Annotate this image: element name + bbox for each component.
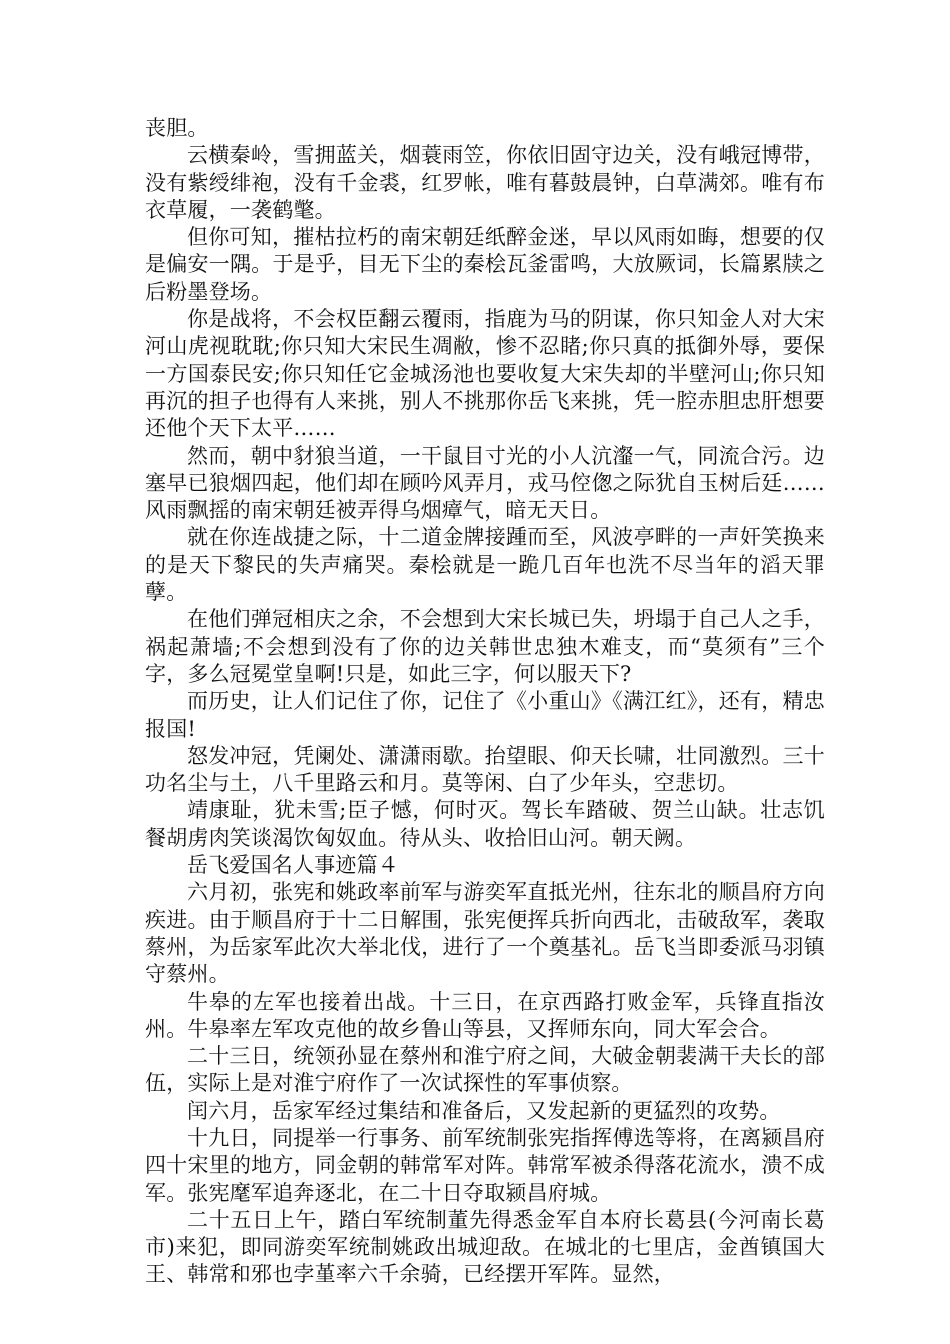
paragraph: 闰六月，岳家军经过集结和准备后，又发起新的更猛烈的攻势。	[187, 1098, 781, 1123]
paragraph: 就在你连战捷之际，十二道金牌接踵而至，风波亭畔的一声奸笑换来的是天下黎民的失声痛哭。秦桧就是一跪几百年也洗不尽当年的滔天罪孽。	[145, 525, 825, 605]
paragraph: 牛皋的左军也接着出战。十三日，在京西路打败金军，兵锋直指汝州。牛皋率左军攻克他的故乡鲁山等县，又挥师东向，同大军会合。	[145, 989, 825, 1041]
paragraph: 但你可知，摧枯拉朽的南宋朝廷纸醉金迷，早以风雨如晦，想要的仅是偏安一隅。于是乎，目无下尘的秦桧瓦釜雷鸣，大放厥词，长篇累牍之后粉墨登场。	[145, 225, 825, 304]
paragraph: 十九日，同提举一行事务、前军统制张宪指挥傅选等将，在离颍昌府四十宋里的地方，同金朝的韩常军对阵。韩常军被杀得落花流水，溃不成军。张宪麾军追奔逐北，在二十日夺取颍昌府城。	[145, 1125, 825, 1205]
document-page	[145, 115, 825, 1289]
paragraph: 六月初，张宪和姚政率前军与游奕军直抵光州，往东北的顺昌府方向疾进。由于顺昌府于十二日解围，张宪便挥兵折向西北，击破敌军，袭取蔡州，为岳家军此次大举北伐，进行了一个奠基礼。岳飞当即委派马羽镇守蔡州。	[145, 880, 825, 987]
paragraph: 二十五日上午，踏白军统制董先得悉金军自本府长葛县(今河南长葛市)来犯，即同游奕军统制姚政出城迎敌。在城北的七里店，金酋镇国大王、韩常和邪也孛堇率六千余骑，已经摆开军阵。显然，	[145, 1207, 825, 1287]
paragraph-continuation: 丧胆。	[145, 116, 209, 140]
paragraph: 然而，朝中豺狼当道，一干鼠目寸光的小人沆瀣一气，同流合污。边塞早已狼烟四起，他们却在顾吟风弄月，戎马倥偬之际犹自玉树后廷……风雨飘摇的南宋朝廷被弄得乌烟瘴气，暗无天日。	[145, 443, 825, 523]
paragraph: 你是战将，不会权臣翻云覆雨，指鹿为马的阴谋，你只知金人对大宋河山虎视耽耽;你只知大宋民生凋敝，惨不忍睹;你只真的抵御外辱，要保一方国泰民安;你只知任它金城汤池也要收复大宋失却的半壁河山;你只知再沉的担子也得有人来挑，别人不挑那你岳飞来挑，凭一腔赤胆忠肝想要还他个天下太平……	[145, 307, 825, 441]
paragraph: 而历史，让人们记住了你，记住了《小重山》《满江红》，还有，精忠报国!	[145, 689, 825, 741]
paragraph: 在他们弹冠相庆之余，不会想到大宋长城已失，坍塌于自己人之手，祸起萧墙;不会想到没有了你的边关韩世忠独木难支，而“莫须有”三个字，多么冠冕堂皇啊!只是，如此三字，何以服天下?	[145, 607, 825, 686]
section-heading: 岳飞爱国名人事迹篇４	[187, 853, 399, 878]
poem-stanza: 怒发冲冠，凭阑处、潇潇雨歇。抬望眼、仰天长啸，壮同激烈。三十功名尘与土，八千里路云和月。莫等闲、白了少年头，空悲切。	[145, 743, 825, 796]
paragraph: 云横秦岭，雪拥蓝关，烟蓑雨笠，你依旧固守边关，没有峨冠博带，没有紫绶绯袍，没有千金裘，红罗帐，唯有暮鼓晨钟，白草满郊。唯有布衣草履，一袭鹤氅。	[145, 143, 825, 222]
paragraph: 二十三日，统领孙显在蔡州和淮宁府之间，大破金朝裴满干夫长的部伍，实际上是对淮宁府作了一次试探性的军事侦察。	[145, 1044, 825, 1096]
poem-stanza: 靖康耻，犹未雪;臣子憾，何时灭。驾长车踏破、贺兰山缺。壮志饥餐胡虏肉笑谈渴饮匈奴血。待从头、收拾旧山河。朝天阙。	[145, 798, 825, 850]
